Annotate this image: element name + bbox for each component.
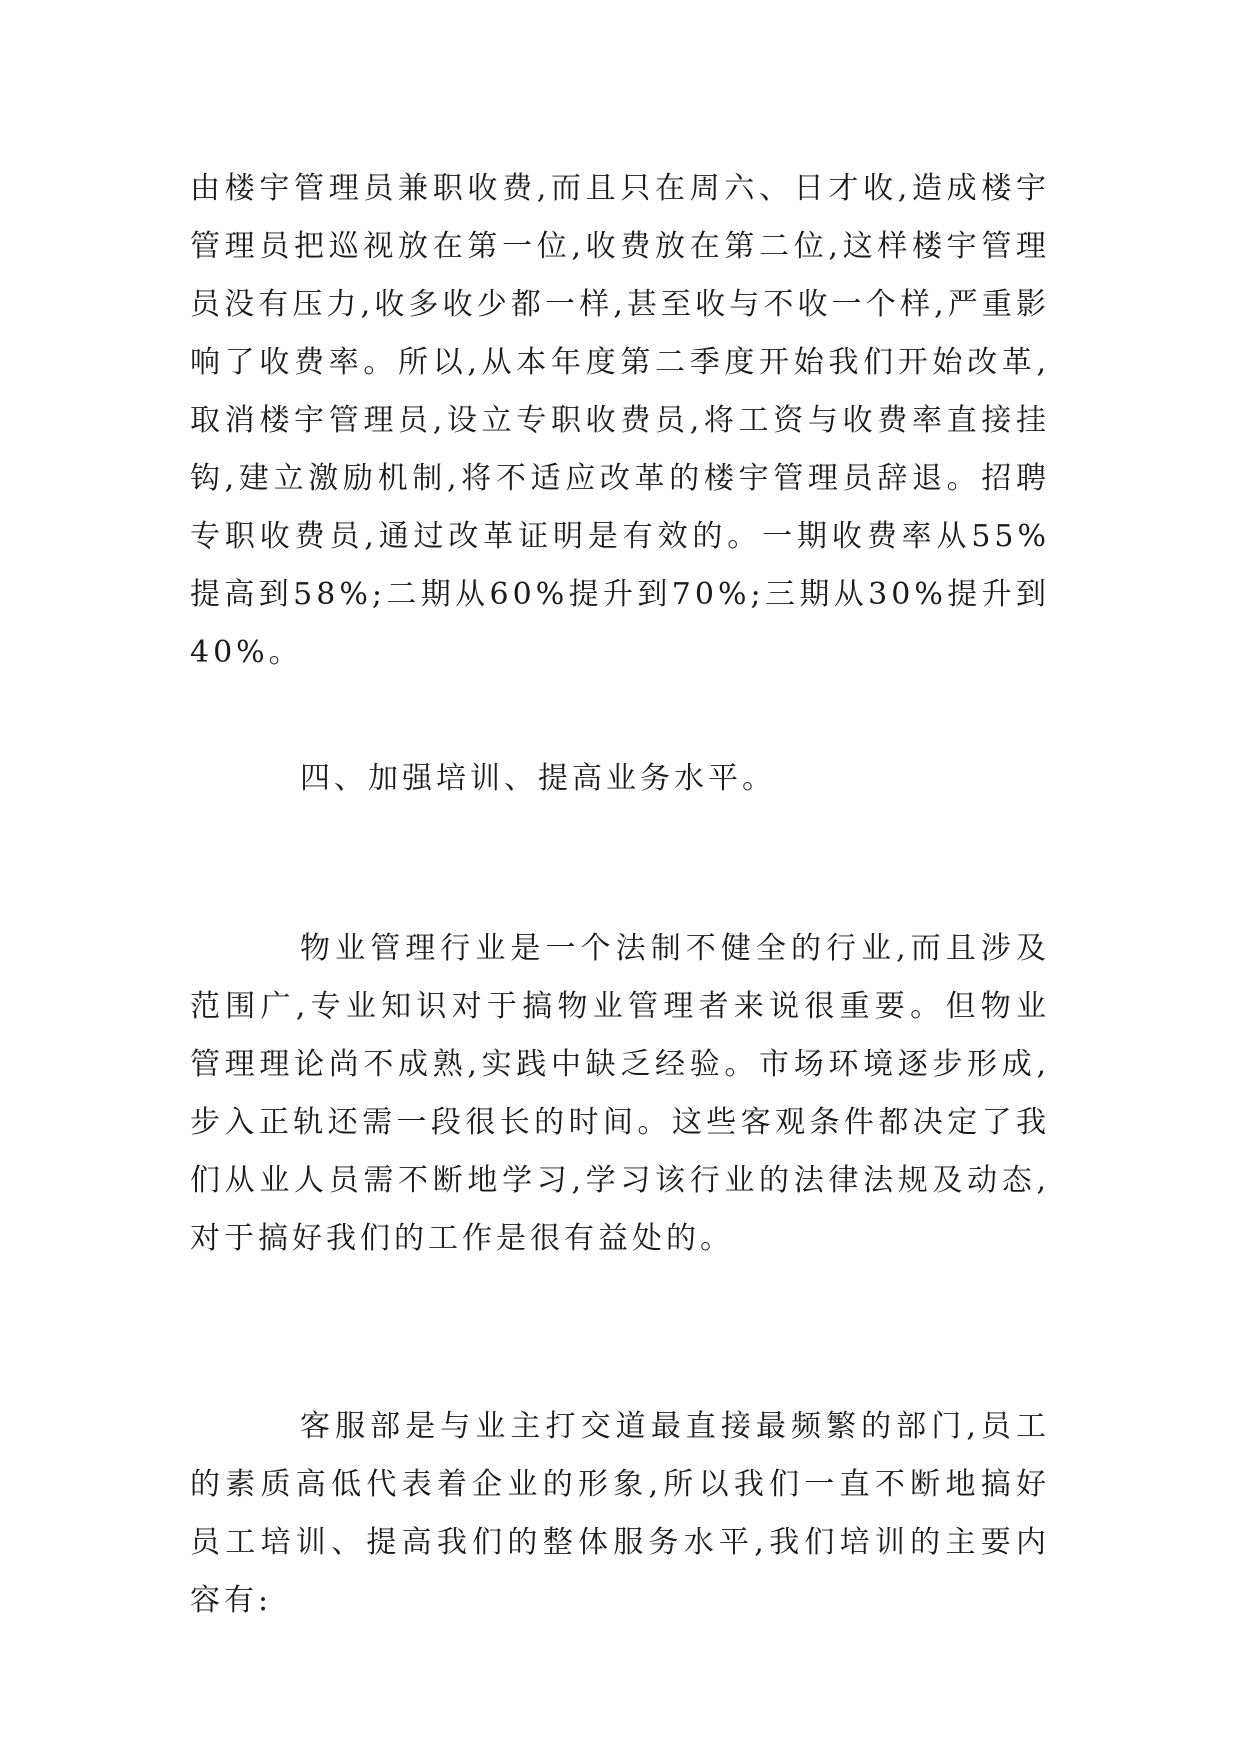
paragraph-customer-service-training: 客服部是与业主打交道最直接最频繁的部门,员工的素质高低代表着企业的形象,所以我们一直不断地搞好员工培训、提高我们的整体服务水平,我们培训的主要内容有: <box>190 1409 1050 1618</box>
section-heading-training: 四、加强培训、提高业务水平。 <box>300 761 776 796</box>
paragraph-fee-reform: 由楼宇管理员兼职收费,而且只在周六、日才收,造成楼宇管理员把巡视放在第一位,收费放在第二位,这样楼宇管理员没有压力,收多收少都一样,甚至收与不收一个样,严重影响了收费率。所以,从本年度第二季度开始我们开始改革,取消楼宇管理员,设立专职收费员,将工资与收费率直接挂钩,建立激励机制,将不适应改革的楼宇管理员辞退。招聘专职收费员,通过改革证明是有效的。一期收费率从55%提高到58%;二期从60%提升到70%;三期从30%提升到40%。 <box>190 171 1050 670</box>
paragraph-industry-learning: 物业管理行业是一个法制不健全的行业,而且涉及范围广,专业知识对于搞物业管理者来说很重要。但物业管理理论尚不成熟,实践中缺乏经验。市场环境逐步形成,步入正轨还需一段很长的时间。这些客观条件都决定了我们从业人员需不断地学习,学习该行业的法律法规及动态,对于搞好我们的工作是很有益处的。 <box>190 931 1050 1256</box>
